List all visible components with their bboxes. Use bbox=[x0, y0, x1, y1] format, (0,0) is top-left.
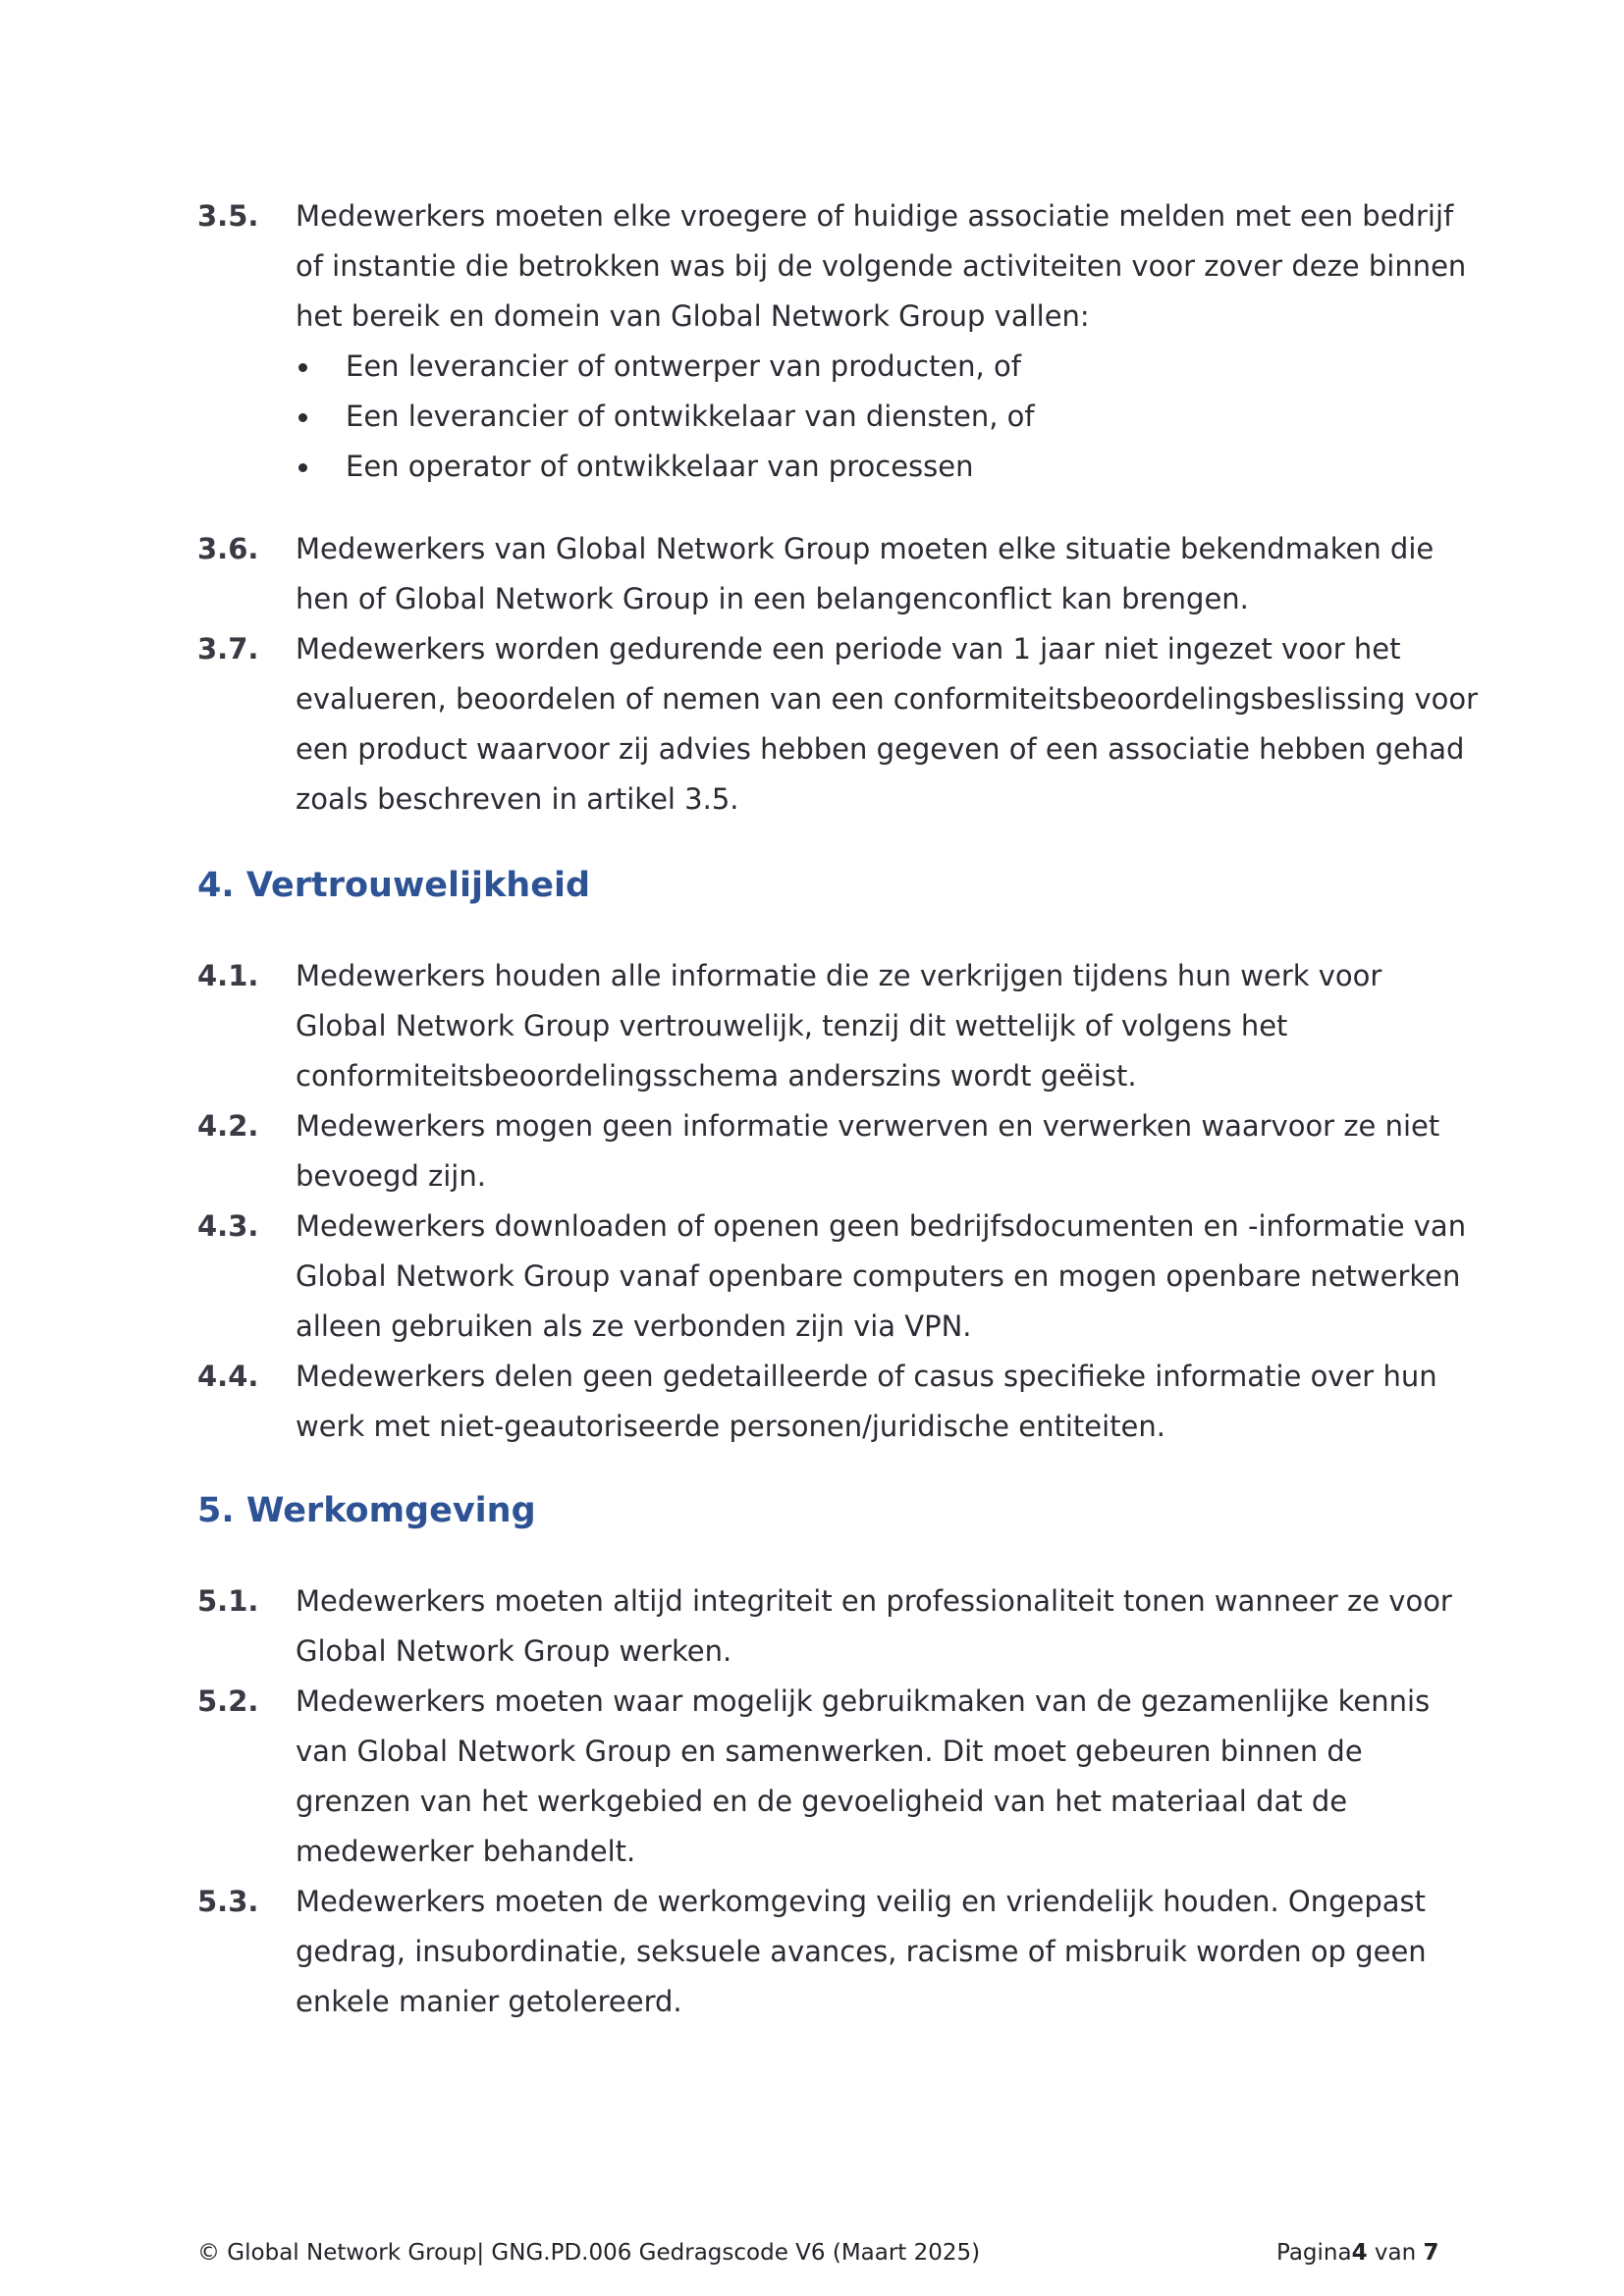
article-number: 5.3. bbox=[197, 1885, 259, 1918]
article-text bbox=[296, 191, 1467, 342]
text-line: zoals beschreven in artikel 3.5. bbox=[296, 782, 739, 816]
article-text bbox=[296, 1352, 1454, 1452]
text-line: van Global Network Group en samenwerken. Dit moet gebeuren binnen de bbox=[296, 1735, 1363, 1768]
bullet-icon bbox=[298, 363, 307, 372]
text-line: evalueren, beoordelen of nemen van een conformiteitsbeoordelingsbeslissing voor bbox=[296, 682, 1479, 716]
article-number: 4.4. bbox=[197, 1360, 259, 1393]
text-line: bevoegd zijn. bbox=[296, 1159, 486, 1193]
article-4-2 bbox=[197, 1101, 1464, 1201]
text-line: grenzen van het werkgebied en de gevoeligheid van het materiaal dat de bbox=[296, 1785, 1348, 1818]
article-text bbox=[296, 524, 1454, 624]
text-line: Medewerkers moeten de werkomgeving veilig en vriendelijk houden. Ongepast bbox=[296, 1885, 1426, 1918]
text-line: Global Network Group vanaf openbare computers en mogen openbare netwerken bbox=[296, 1259, 1461, 1293]
text-line: Medewerkers delen geen gedetailleerde of casus specifieke informatie over hun bbox=[296, 1360, 1437, 1393]
footer-document-info: © Global Network Group| GNG.PD.006 Gedragscode V6 (Maart 2025) bbox=[197, 2240, 981, 2266]
article-text bbox=[296, 1101, 1454, 1201]
article-3-7 bbox=[197, 624, 1479, 825]
bullet-icon bbox=[298, 413, 307, 422]
article-text bbox=[296, 1677, 1454, 1877]
text-line: Medewerkers moeten elke vroegere of huidige associatie melden met een bedrijf bbox=[296, 199, 1454, 233]
bullet-item bbox=[296, 342, 1376, 392]
article-number: 4.2. bbox=[197, 1109, 259, 1143]
bullet-text: Een leverancier of ontwerper van producten, of bbox=[346, 349, 1021, 383]
page-total: 7 bbox=[1423, 2240, 1439, 2266]
bullet-item bbox=[296, 442, 1376, 492]
text-line: Medewerkers van Global Network Group moeten elke situatie bekendmaken die bbox=[296, 532, 1435, 565]
text-line: Medewerkers worden gedurende een periode van 1 jaar niet ingezet voor het bbox=[296, 632, 1401, 666]
article-number: 3.7. bbox=[197, 632, 259, 666]
article-number: 3.6. bbox=[197, 532, 259, 565]
article-number: 4.1. bbox=[197, 959, 259, 992]
section-heading-4: 4. Vertrouwelijkheid bbox=[197, 866, 591, 905]
article-number: 3.5. bbox=[197, 199, 259, 233]
page-current: 4 bbox=[1351, 2240, 1368, 2266]
article-3-6 bbox=[197, 524, 1464, 624]
article-text bbox=[296, 951, 1454, 1101]
article-5-1 bbox=[197, 1576, 1464, 1677]
text-line: het bereik en domein van Global Network Group vallen: bbox=[296, 299, 1090, 333]
article-5-3 bbox=[197, 1877, 1464, 2027]
text-line: of instantie die betrokken was bij de volgende activiteiten voor zover deze binnen bbox=[296, 249, 1467, 283]
text-line: enkele manier getolereerd. bbox=[296, 1985, 682, 2018]
text-line: Global Network Group vertrouwelijk, tenzij dit wettelijk of volgens het bbox=[296, 1009, 1288, 1042]
bullet-item bbox=[296, 392, 1376, 442]
text-line: medewerker behandelt. bbox=[296, 1835, 636, 1868]
section-heading-5: 5. Werkomgeving bbox=[197, 1491, 536, 1530]
text-line: conformiteitsbeoordelingsschema anderszins wordt geëist. bbox=[296, 1059, 1137, 1093]
text-line: alleen gebruiken als ze verbonden zijn via VPN. bbox=[296, 1309, 972, 1343]
page-of-label: van bbox=[1367, 2240, 1424, 2266]
page-label: Pagina bbox=[1276, 2240, 1352, 2266]
article-5-2 bbox=[197, 1677, 1464, 1877]
article-3-5 bbox=[197, 191, 1467, 342]
text-line: Medewerkers downloaden of openen geen bedrijfsdocumenten en -informatie van bbox=[296, 1209, 1467, 1243]
text-line: Medewerkers houden alle informatie die ze verkrijgen tijdens hun werk voor bbox=[296, 959, 1382, 992]
text-line: gedrag, insubordinatie, seksuele avances, racisme of misbruik worden op geen bbox=[296, 1935, 1427, 1968]
article-number: 4.3. bbox=[197, 1209, 259, 1243]
text-line: Medewerkers moeten waar mogelijk gebruikmaken van de gezamenlijke kennis bbox=[296, 1684, 1431, 1718]
article-number: 5.2. bbox=[197, 1684, 259, 1718]
article-number: 5.1. bbox=[197, 1584, 259, 1618]
text-line: Medewerkers mogen geen informatie verwerven en verwerken waarvoor ze niet bbox=[296, 1109, 1440, 1143]
footer-page-number bbox=[1276, 2238, 1439, 2268]
article-text bbox=[296, 624, 1479, 825]
text-line: Global Network Group werken. bbox=[296, 1634, 732, 1668]
article-text bbox=[296, 1877, 1454, 2027]
article-4-1 bbox=[197, 951, 1464, 1101]
bullet-icon bbox=[298, 463, 307, 472]
bullet-list bbox=[296, 342, 1376, 492]
article-4-4 bbox=[197, 1352, 1464, 1452]
text-line: hen of Global Network Group in een belangenconflict kan brengen. bbox=[296, 582, 1249, 615]
bullet-text: Een leverancier of ontwikkelaar van diensten, of bbox=[346, 400, 1035, 433]
article-4-3 bbox=[197, 1201, 1467, 1352]
text-line: werk met niet-geautoriseerde personen/juridische entiteiten. bbox=[296, 1410, 1165, 1443]
text-line: Medewerkers moeten altijd integriteit en professionaliteit tonen wanneer ze voor bbox=[296, 1584, 1452, 1618]
bullet-text: Een operator of ontwikkelaar van processen bbox=[346, 450, 974, 483]
article-text bbox=[296, 1576, 1454, 1677]
article-text bbox=[296, 1201, 1467, 1352]
text-line: een product waarvoor zij advies hebben gegeven of een associatie hebben gehad bbox=[296, 732, 1465, 766]
